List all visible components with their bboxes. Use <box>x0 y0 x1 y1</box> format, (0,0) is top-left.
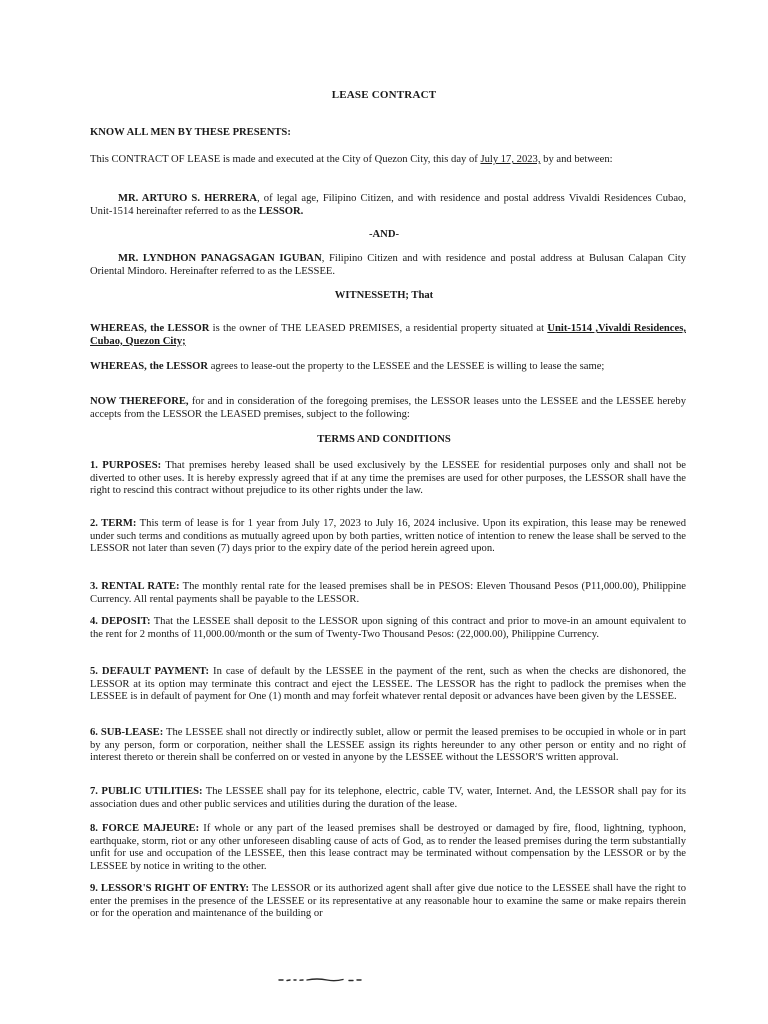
document-title: LEASE CONTRACT <box>331 89 437 101</box>
clause-heading: 4. DEPOSIT: <box>90 616 151 627</box>
lessor-role: LESSOR. <box>258 205 304 217</box>
clause-text: If whole or any part of the leased premises shall be destroyed or damaged by fire, flood, lightning, typhoon, earthquake, storm, riot or any other unforeseen disabling cause of acts of God, as to render the leased premises during the term substantially unfit for use and occupation of the LESSEE, then this lease contract may be terminated without compensation by the LESSOR or by the LESSEE by notice in writing to the other. <box>90 823 686 873</box>
now-therefore-text: for and in consideration of the foregoing premises, the LESSOR leases unto the LESSEE and the LESSEE hereby accepts from the LESSOR the LEASED premises, subject to the following: <box>90 396 686 420</box>
clause-heading: 8. FORCE MAJEURE: <box>90 823 200 834</box>
lessor-party-paragraph <box>90 193 686 218</box>
clause-heading: 5. DEFAULT PAYMENT: <box>90 666 210 677</box>
preamble: KNOW ALL MEN BY THESE PRESENTS: <box>90 127 291 138</box>
and-separator: -AND- <box>368 229 399 240</box>
terms-heading: TERMS AND CONDITIONS <box>317 434 451 445</box>
clause-heading: 1. PURPOSES: <box>90 460 162 471</box>
clause-heading: 9. LESSOR'S RIGHT OF ENTRY: <box>90 883 250 894</box>
signature-scribble <box>277 977 363 983</box>
lessee-party-paragraph <box>90 253 686 278</box>
term-clause <box>90 518 686 556</box>
witnesseth-heading: WITNESSETH; That <box>334 290 434 301</box>
term-clause <box>90 727 686 765</box>
intro-text-end: by and between: <box>540 154 613 165</box>
clause-text: That premises hereby leased shall be used exclusively by the LESSEE for residential purposes only and shall not be diverted to other uses. It is hereby expressly agreed that if at any time the premises are used for other purposes, the LESSOR shall have the right to rescind this contract without prejudice to its other rights under the law. <box>90 460 686 497</box>
clause-heading: 7. PUBLIC UTILITIES: <box>90 786 203 797</box>
whereas-agreement <box>90 361 686 374</box>
clause-text: That the LESSEE shall deposit to the LESSOR upon signing of this contract and prior to move-in an amount equivalent to the rent for 2 months of 11,000.00/month or the sum of Twenty-Two Thousand Pesos: (22,000.00), Philippine Currency. <box>90 616 687 640</box>
intro-text: This CONTRACT OF LEASE is made and executed at the City of Quezon City, this day of <box>90 154 481 165</box>
lessee-party-text: , Filipino Citizen and with residence and postal address at Bulusan Calapan City Oriental Mindoro. Hereinafter referred to as the LESSEE. <box>90 253 686 277</box>
lessor-name: MR. ARTURO S. HERRERA <box>118 193 258 204</box>
lessor-party-text: , of legal age, Filipino Citizen, and with residence and postal address Vivaldi Residences Cubao, Unit-1514 hereinafter referred to as the <box>90 193 686 217</box>
whereas-lead: WHEREAS, the LESSOR <box>90 361 209 372</box>
term-clause <box>90 823 686 874</box>
lessee-name: MR. LYNDHON PANAGSAGAN IGUBAN <box>118 253 322 264</box>
whereas-text: is the owner of THE LEASED PREMISES, a residential property situated at <box>209 323 548 334</box>
whereas-text: agrees to lease-out the property to the LESSEE and the LESSEE is willing to lease the same; <box>208 361 605 372</box>
clause-text: The LESSEE shall not directly or indirectly sublet, allow or permit the leased premises to be occupied in whole or in part by any person, form or corporation, neither shall the LESSEE assign its rights hereunder to any other person or entity and no right of interest thereto or therein shall be conferred on or vested in anyone by the LESSEE without the LESSOR'S written approval. <box>90 727 686 764</box>
clause-heading: 2. TERM: <box>90 518 137 529</box>
whereas-ownership <box>90 323 686 348</box>
clause-text: The LESSEE shall pay for its telephone, electric, cable TV, water, Internet. And, the LESSOR shall pay for its association dues and other public services and utilities during the duration of the lease. <box>90 786 686 810</box>
term-clause <box>90 581 686 606</box>
premises-location: Unit-1514 ,Vivaldi Residences, Cubao, Quezon City; <box>90 323 686 347</box>
now-therefore-lead: NOW THEREFORE, <box>90 396 189 407</box>
clause-text: The monthly rental rate for the leased premises shall be in PESOS: Eleven Thousand Pesos (P11,000.00), Philippine Currency. All rental payments shall be payable to the LESSOR. <box>90 581 686 605</box>
term-clause <box>90 460 686 498</box>
whereas-lead: WHEREAS, the LESSOR <box>90 323 210 334</box>
now-therefore-paragraph <box>90 396 686 421</box>
clause-heading: 3. RENTAL RATE: <box>90 581 180 592</box>
term-clause <box>90 666 686 704</box>
term-clause <box>90 883 686 921</box>
clause-heading: 6. SUB-LEASE: <box>90 727 164 738</box>
clause-text: In case of default by the LESSEE in the payment of the rent, such as when the checks are dishonored, the LESSOR at its option may terminate this contract and eject the LESSEE. The LESSOR has the right to padlock the premises when the LESSEE is in default of payment for One (1) month and may forfeit whatever rental deposit or advances have been given by the LESSEE. <box>90 666 686 703</box>
intro-paragraph <box>90 154 686 167</box>
term-clause <box>90 786 686 811</box>
clause-text: The LESSOR or its authorized agent shall after give due notice to the LESSEE shall have the right to enter the premises in the presence of the LESSEE or its representative at any reasonable hour to examine the same or make repairs therein or for the operation and maintenance of the building or <box>90 883 686 920</box>
clause-text: This term of lease is for 1 year from July 17, 2023 to July 16, 2024 inclusive. Upon its expiration, this lease may be renewed under such terms and conditions as mutually agreed upon by both parties, written notice of intention to renew the lease shall be served to the LESSOR not later than seven (7) days prior to the expiry date of the period herein agreed upon. <box>90 518 687 555</box>
term-clause <box>90 616 686 641</box>
contract-date: July 17, 2023, <box>480 154 541 165</box>
